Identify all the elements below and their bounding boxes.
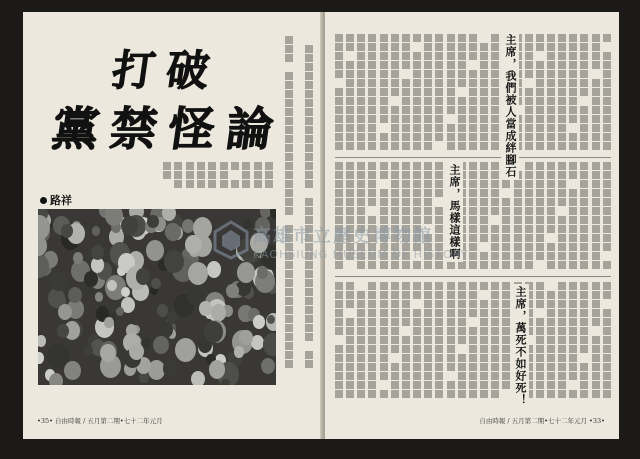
watermark-text-zh: 高雄市立歷史博物館: [253, 226, 433, 247]
text-column: [592, 162, 600, 272]
text-column: [580, 282, 588, 402]
text-column: [469, 34, 477, 154]
text-column: [346, 34, 354, 154]
text-column: [502, 282, 510, 402]
crowd-figure: [199, 301, 212, 316]
text-column: [491, 162, 499, 272]
text-column: [402, 282, 410, 402]
crowd-figure: [121, 216, 138, 235]
text-column: [380, 282, 388, 402]
text-column: [424, 34, 432, 154]
text-column: [357, 34, 365, 154]
crowd-figure: [153, 336, 169, 354]
crowd-figure: [151, 278, 160, 289]
text-column: [547, 162, 555, 272]
text-column: [391, 34, 399, 154]
body-text-columns: [285, 36, 313, 376]
crowd-figure: [188, 262, 208, 286]
crowd-figure: [263, 333, 277, 356]
crowd-figure: [49, 373, 63, 385]
title-char: 禁: [106, 102, 161, 156]
text-column: [265, 162, 273, 190]
text-column: [580, 34, 588, 154]
crowd-figure: [64, 361, 81, 380]
crowd-figure: [204, 321, 223, 343]
title-char: 怪: [164, 102, 219, 156]
text-column: [569, 282, 577, 402]
text-column: [380, 34, 388, 154]
crowd-figure: [95, 292, 104, 302]
watermark-text-en: KAOHSIUNG MUSEUM OF HISTORY: [253, 248, 469, 261]
text-column: [435, 34, 443, 154]
crowd-figure: [175, 338, 196, 362]
crowd-figure: [116, 307, 124, 317]
photo-caption-row: [40, 192, 72, 208]
text-column: [536, 34, 544, 154]
magazine-spread: [23, 12, 619, 439]
section-rule: [335, 157, 611, 158]
text-column: [603, 162, 611, 272]
crowd-figure: [163, 360, 177, 377]
crowd-figure: [261, 358, 275, 375]
text-column: [174, 162, 182, 190]
body-text-columns: [335, 34, 611, 154]
title-line-2: [48, 100, 277, 156]
title-char: 破: [163, 46, 213, 95]
text-column: [197, 162, 205, 190]
title-line-1: [109, 46, 213, 95]
text-column: [242, 162, 250, 190]
text-column: [592, 282, 600, 402]
text-column: [447, 282, 455, 402]
photo-caption: 路祥: [50, 194, 72, 207]
crowd-figure: [209, 360, 225, 378]
crowd-figure: [226, 284, 238, 298]
text-column: [186, 162, 194, 190]
crowd-figure: [191, 371, 205, 385]
crowd-figure: [165, 223, 181, 241]
text-column: [208, 162, 216, 190]
text-column: [547, 282, 555, 402]
text-column: [424, 282, 432, 402]
crowd-figure: [107, 280, 117, 291]
text-column: [285, 36, 293, 376]
text-column: [603, 34, 611, 154]
text-column: [558, 34, 566, 154]
crowd-figure: [164, 250, 184, 273]
crowd-figure: [50, 272, 67, 291]
crowd-figure: [38, 335, 46, 346]
crowd-figure: [92, 226, 100, 235]
text-column: [469, 282, 477, 402]
title-char: 黨: [48, 102, 103, 156]
left-folio: •35• 自由時報 / 五月第二期•七十二年元月: [37, 417, 163, 425]
crowd-figure: [91, 245, 104, 260]
text-column: [603, 282, 611, 402]
text-column: [402, 34, 410, 154]
crowd-figure: [193, 217, 212, 239]
text-column: [536, 282, 544, 402]
text-column: [458, 282, 466, 402]
text-column: [491, 34, 499, 154]
museum-watermark: [213, 220, 483, 276]
text-column: [447, 34, 455, 154]
text-column: [569, 162, 577, 272]
museum-logo-icon: [213, 220, 249, 260]
text-column: [305, 36, 313, 376]
crowd-figure: [100, 344, 116, 362]
text-column: [357, 282, 365, 402]
text-column: [368, 34, 376, 154]
text-column: [458, 34, 466, 154]
text-column: [491, 282, 499, 402]
text-column: [413, 282, 421, 402]
headline: 主席，我們被人當成絆腳石: [501, 32, 519, 180]
text-column: [220, 162, 228, 190]
body-text-columns: [163, 162, 273, 190]
crowd-figure: [270, 209, 276, 219]
crowd-figure: [253, 315, 265, 329]
crowd-figure: [147, 215, 158, 228]
crowd-figure: [121, 287, 130, 297]
text-column: [547, 34, 555, 154]
crowd-figure: [84, 271, 98, 287]
title-char: 打: [109, 46, 159, 95]
crowd-figure: [73, 252, 83, 264]
crowd-figure: [221, 379, 230, 385]
text-column: [231, 162, 239, 190]
headline: 主席，萬死不如好死！: [511, 284, 529, 408]
body-text-columns: [335, 282, 611, 402]
text-column: [368, 282, 376, 402]
text-column: [480, 34, 488, 154]
right-folio: 自由時報 / 五月第二期•七十二年元月 •33•: [479, 417, 605, 425]
crowd-figure: [129, 343, 144, 360]
crowd-figure: [139, 372, 149, 383]
title-char: 論: [222, 102, 277, 156]
text-column: [580, 162, 588, 272]
text-column: [391, 282, 399, 402]
crowd-figure: [136, 268, 151, 285]
headline: 主席，馬樣這樣啊: [445, 162, 463, 262]
section-rule: [335, 276, 611, 277]
bullet-icon: [40, 197, 47, 204]
text-column: [480, 282, 488, 402]
crowd-figure: [47, 344, 69, 369]
text-column: [335, 282, 343, 402]
crowd-figure: [157, 304, 168, 317]
text-column: [558, 282, 566, 402]
text-column: [335, 34, 343, 154]
text-column: [435, 282, 443, 402]
text-column: [536, 162, 544, 272]
text-column: [525, 34, 533, 154]
text-column: [413, 34, 421, 154]
crowd-figure: [61, 224, 73, 238]
text-column: [525, 162, 533, 272]
text-column: [558, 162, 566, 272]
text-column: [346, 282, 354, 402]
crowd-figure: [104, 317, 114, 328]
text-column: [592, 34, 600, 154]
text-column: [254, 162, 262, 190]
text-column: [163, 162, 171, 190]
crowd-figure: [234, 346, 244, 357]
text-column: [569, 34, 577, 154]
crowd-figure: [38, 352, 44, 364]
crowd-figure: [84, 345, 93, 356]
crowd-figure: [267, 315, 275, 324]
